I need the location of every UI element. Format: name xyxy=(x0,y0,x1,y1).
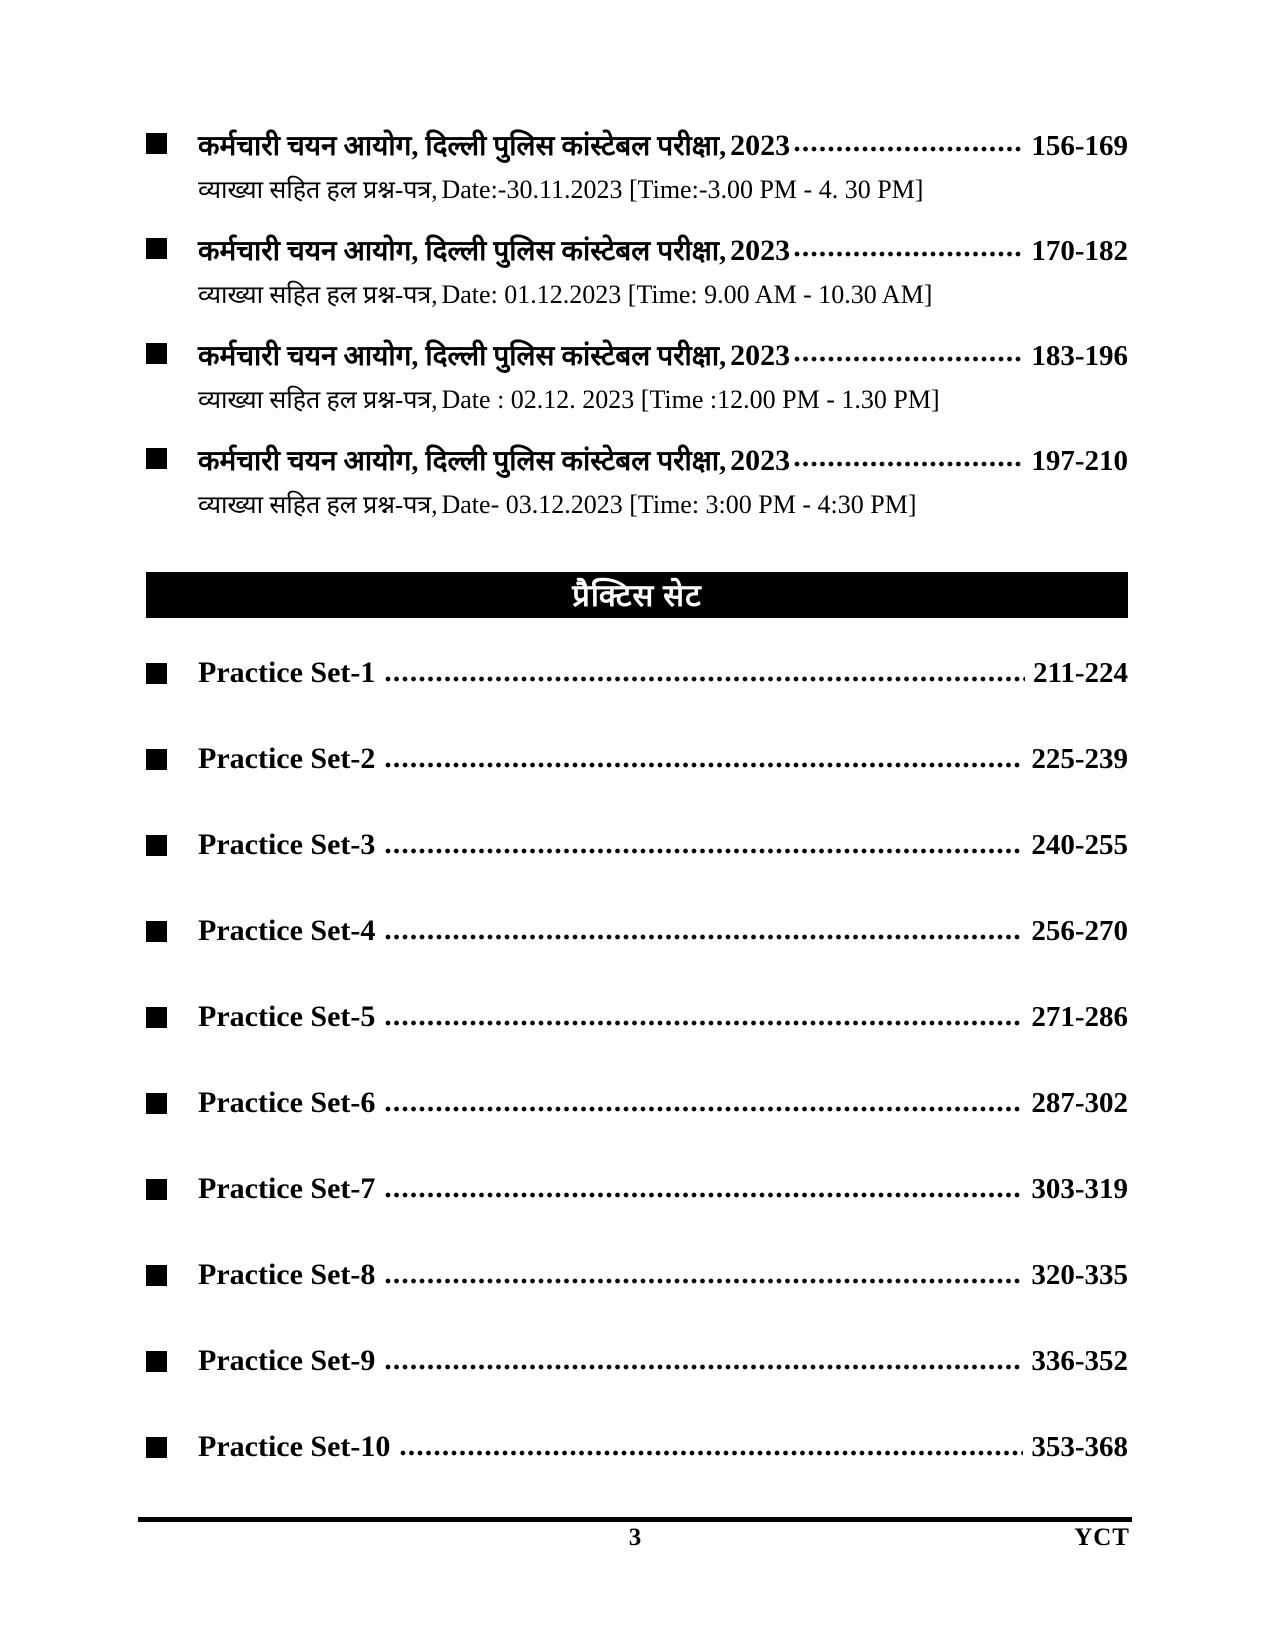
toc-practice-entry xyxy=(146,1086,1128,1120)
practice-set-label: Practice Set-1 xyxy=(198,656,376,689)
footer-page-number: 3 xyxy=(628,1524,642,1551)
exam-title xyxy=(198,231,790,269)
footer-brand-mark: YCT xyxy=(1074,1524,1130,1551)
practice-set-banner-title: प्रैक्टिस सेट xyxy=(572,578,702,613)
dot-leader xyxy=(385,676,1025,682)
exam-title-year: 2023 xyxy=(730,129,791,162)
exam-subtitle-detail: Date:-30.11.2023 [Time:-3.00 PM - 4. 30 PM] xyxy=(441,175,924,204)
exam-title-hindi: कर्मचारी चयन आयोग, दिल्ली पुलिस कांस्टेबल परीक्षा, xyxy=(198,446,727,477)
square-bullet-icon xyxy=(146,1265,167,1286)
page-range: 197-210 xyxy=(1031,445,1128,477)
toc-exam-entry xyxy=(146,336,1128,412)
exam-subtitle xyxy=(146,277,1128,307)
practice-set-label: Practice Set-5 xyxy=(198,1000,376,1033)
practice-set-label: Practice Set-9 xyxy=(198,1344,376,1377)
toc-exam-entry xyxy=(146,231,1128,307)
practice-set-label: Practice Set-10 xyxy=(198,1430,391,1463)
square-bullet-icon xyxy=(146,448,167,469)
practice-set-label: Practice Set-6 xyxy=(198,1086,376,1119)
toc-practice-entry xyxy=(146,656,1128,690)
exam-title-row xyxy=(146,441,1128,475)
page-range: 303-319 xyxy=(1031,1173,1128,1205)
page-range: 287-302 xyxy=(1031,1087,1128,1119)
exam-subtitle-detail: Date : 02.12. 2023 [Time :12.00 PM - 1.30 PM] xyxy=(441,385,940,414)
dot-leader xyxy=(385,848,1023,854)
exam-title xyxy=(198,336,790,374)
exam-title-year: 2023 xyxy=(730,234,791,267)
exam-subtitle-hindi: व्याख्या सहित हल प्रश्न-पत्र, xyxy=(198,282,438,309)
dot-leader xyxy=(794,251,1023,257)
toc-practice-entry xyxy=(146,1172,1128,1206)
dot-leader xyxy=(385,934,1023,940)
exam-title-row xyxy=(146,231,1128,265)
square-bullet-icon xyxy=(146,663,167,684)
dot-leader xyxy=(385,1192,1023,1198)
dot-leader xyxy=(385,1364,1023,1370)
toc-exam-entry xyxy=(146,126,1128,202)
practice-set-banner xyxy=(146,572,1128,618)
dot-leader xyxy=(794,461,1023,467)
toc-exam-entry xyxy=(146,441,1128,517)
square-bullet-icon xyxy=(146,835,167,856)
exam-subtitle-hindi: व्याख्या सहित हल प्रश्न-पत्र, xyxy=(198,492,438,519)
exam-subtitle-detail: Date- 03.12.2023 [Time: 3:00 PM - 4:30 PM] xyxy=(441,490,917,519)
practice-set-label: Practice Set-2 xyxy=(198,742,376,775)
page-range: 240-255 xyxy=(1031,829,1128,861)
toc-practice-entry xyxy=(146,914,1128,948)
square-bullet-icon xyxy=(146,1351,167,1372)
square-bullet-icon xyxy=(146,238,167,259)
exam-subtitle-hindi: व्याख्या सहित हल प्रश्न-पत्र, xyxy=(198,387,438,414)
toc-page-content xyxy=(146,0,1128,1516)
page-range: 336-352 xyxy=(1031,1345,1128,1377)
square-bullet-icon xyxy=(146,1007,167,1028)
page-range: 256-270 xyxy=(1031,915,1128,947)
toc-practice-entry xyxy=(146,828,1128,862)
page-range: 170-182 xyxy=(1031,235,1128,267)
exam-title-hindi: कर्मचारी चयन आयोग, दिल्ली पुलिस कांस्टेबल परीक्षा, xyxy=(198,236,727,267)
dot-leader xyxy=(794,356,1023,362)
practice-set-label: Practice Set-4 xyxy=(198,914,376,947)
toc-practice-entry xyxy=(146,742,1128,776)
exam-subtitle-detail: Date: 01.12.2023 [Time: 9.00 AM - 10.30 AM] xyxy=(441,280,933,309)
practice-set-label: Practice Set-8 xyxy=(198,1258,376,1291)
exam-subtitle xyxy=(146,382,1128,412)
exam-title-hindi: कर्मचारी चयन आयोग, दिल्ली पुलिस कांस्टेबल परीक्षा, xyxy=(198,131,727,162)
page-range: 320-335 xyxy=(1031,1259,1128,1291)
square-bullet-icon xyxy=(146,921,167,942)
square-bullet-icon xyxy=(146,343,167,364)
dot-leader xyxy=(385,1106,1023,1112)
toc-practice-entry xyxy=(146,1258,1128,1292)
practice-set-label: Practice Set-7 xyxy=(198,1172,376,1205)
toc-practice-entry xyxy=(146,1000,1128,1034)
practice-sets-section xyxy=(146,618,1128,1464)
dot-leader xyxy=(385,762,1023,768)
exam-title-row xyxy=(146,336,1128,370)
exam-title-row xyxy=(146,126,1128,160)
practice-set-label: Practice Set-3 xyxy=(198,828,376,861)
footer-rule xyxy=(138,1517,1132,1522)
square-bullet-icon xyxy=(146,1437,167,1458)
exam-title xyxy=(198,441,790,479)
page-range: 225-239 xyxy=(1031,743,1128,775)
exam-subtitle xyxy=(146,172,1128,202)
page-range: 271-286 xyxy=(1031,1001,1128,1033)
square-bullet-icon xyxy=(146,749,167,770)
dot-leader xyxy=(385,1020,1023,1026)
exam-title-hindi: कर्मचारी चयन आयोग, दिल्ली पुलिस कांस्टेबल परीक्षा, xyxy=(198,341,727,372)
square-bullet-icon xyxy=(146,133,167,154)
page-range: 211-224 xyxy=(1032,657,1128,689)
dot-leader xyxy=(794,146,1023,152)
toc-practice-entry xyxy=(146,1344,1128,1378)
exam-title xyxy=(198,126,790,164)
page-range: 353-368 xyxy=(1031,1431,1128,1463)
exam-subtitle xyxy=(146,487,1128,517)
page-range: 183-196 xyxy=(1031,340,1128,372)
exam-entries-section xyxy=(146,0,1128,517)
toc-practice-entry xyxy=(146,1430,1128,1464)
square-bullet-icon xyxy=(146,1093,167,1114)
footer xyxy=(138,1524,1132,1558)
exam-title-year: 2023 xyxy=(730,339,791,372)
page-range: 156-169 xyxy=(1031,130,1128,162)
exam-title-year: 2023 xyxy=(730,444,791,477)
exam-subtitle-hindi: व्याख्या सहित हल प्रश्न-पत्र, xyxy=(198,177,438,204)
dot-leader xyxy=(400,1450,1023,1456)
square-bullet-icon xyxy=(146,1179,167,1200)
dot-leader xyxy=(385,1278,1023,1284)
